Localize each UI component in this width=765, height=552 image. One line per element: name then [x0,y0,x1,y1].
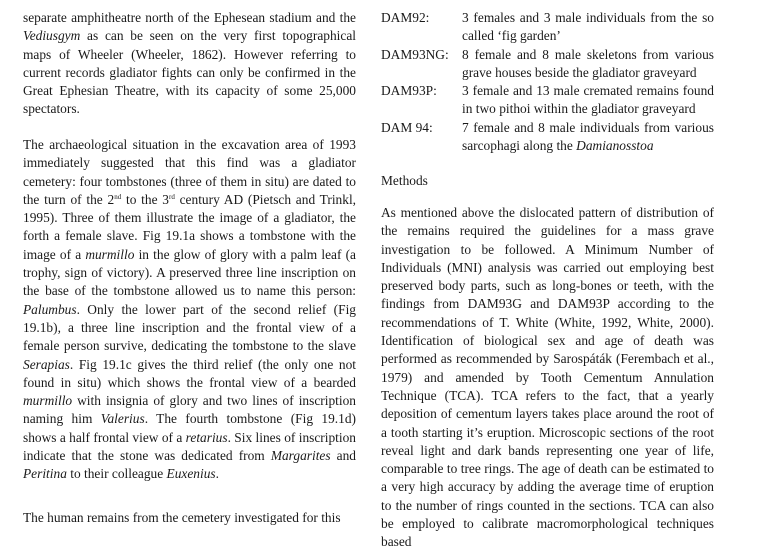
dam-description: 8 female and 8 male skeletons from various grave houses beside the gladiator graveyard [462,46,714,80]
list-item [381,119,714,156]
section-heading-methods: Methods [381,173,428,188]
dam-description: 3 females and 3 male individuals from the so called ‘fig garden’ [462,10,714,44]
italic-term: Valerius [100,411,145,427]
italic-term: Vediusgym [23,28,81,44]
italic-term: murmillo [85,246,135,262]
list-item [381,46,714,83]
dam-code: DAM93P: [381,83,437,99]
italic-term: Euxenius [166,466,216,482]
paragraph-human-remains: The human remains from the cemetery investigated for this [23,510,341,525]
dam-code: DAM 94: [381,119,433,135]
dam-code: DAM93NG: [381,46,449,62]
italic-term: retarius [185,429,228,445]
dam-code: DAM92: [381,10,430,25]
dam-description: 7 female and 8 male individuals from various sarcophagi along the Damianosstoa [462,119,714,154]
italic-term: murmillo [23,393,73,409]
paragraph-archaeological-situation: The archaeological situation in the excavation area of 1993 immediately suggested that this find was a gladiator cemetery: four tombstones (three of them in situ) are dated to the turn of the 2nd to the 3rd century AD (Pietsch and Trinkl, 1995). Three of them illustrate the image of a gladiator, the forth a female slave. Fig 19.1a shows a tombstone with the image of a murmillo in the glow of glory with a palm leaf (a trophy, sign of victory). A preserved three line inscription on the base of the tombstone allowed us to name this person: Palumbus. Only the lower part of the second relief (Fig 19.1b), a three line inscription and the frontal view of a female person survive, dedicating the tombstone to the slave Serapias. Fig 19.1c gives the third relief (the only one not found in situ) which shows the frontal view of a bearded murmillo with insignia of glory and two lines of inscription naming him Valerius. The fourth tombstone (Fig 19.1d) shows a half frontal view of a retarius. Six lines of inscription indicate that the stone was dedicated from Margarites and Peritina to their colleague Euxenius. [23,137,357,482]
list-item [381,82,714,119]
italic-term: Margarites [270,448,331,464]
dam-description: 3 female and 13 male cremated remains found in two pithoi within the gladiator graveyard [462,83,714,117]
paragraph-methods: As mentioned above the dislocated pattern of distribution of the remains required the guidelines for a mass grave investigation to be followed. A Minimum Number of Individuals (MNI) analysis was carried out employing best preserved body parts, such as long-bones or teeth, with the findings from DAM93G and DAM93P according to the recommendations of T. White (White, 1992, White, 2000). Identification of biological sex and age of death was performed as recommended by Sarospáták (Ferembach et al., 1979) and amended by Tooth Cementum Annulation Technique (TCA). TCA refers to the fact, that a yearly deposition of cementum layers takes place around the root of a tooth starting it’s eruption. Microscopic sections of the root reveal light and dark bands representing one year of life, comparable to tree rings. The age of death can be estimated to a very high accuracy by adding the average time of eruption to the number of rings counted in the sections. TCA can also be employed to calibrate macromorphological techniques based [381,205,714,550]
italic-term: Serapias [23,356,70,372]
italic-term: Peritina [23,466,67,482]
list-item [381,9,714,46]
italic-term: Palumbus [23,301,77,317]
dam-site-list [381,9,714,155]
paragraph-amphitheatre: separate amphitheatre north of the Ephesean stadium and the Vediusgym as can be seen on the very first topographical maps of Wheeler (Wheeler, 1862). However referring to current records gladiator fights can only be confirmed in the Great Ephesian Theatre, with its capacity of some 25,000 spectators. [23,10,356,117]
